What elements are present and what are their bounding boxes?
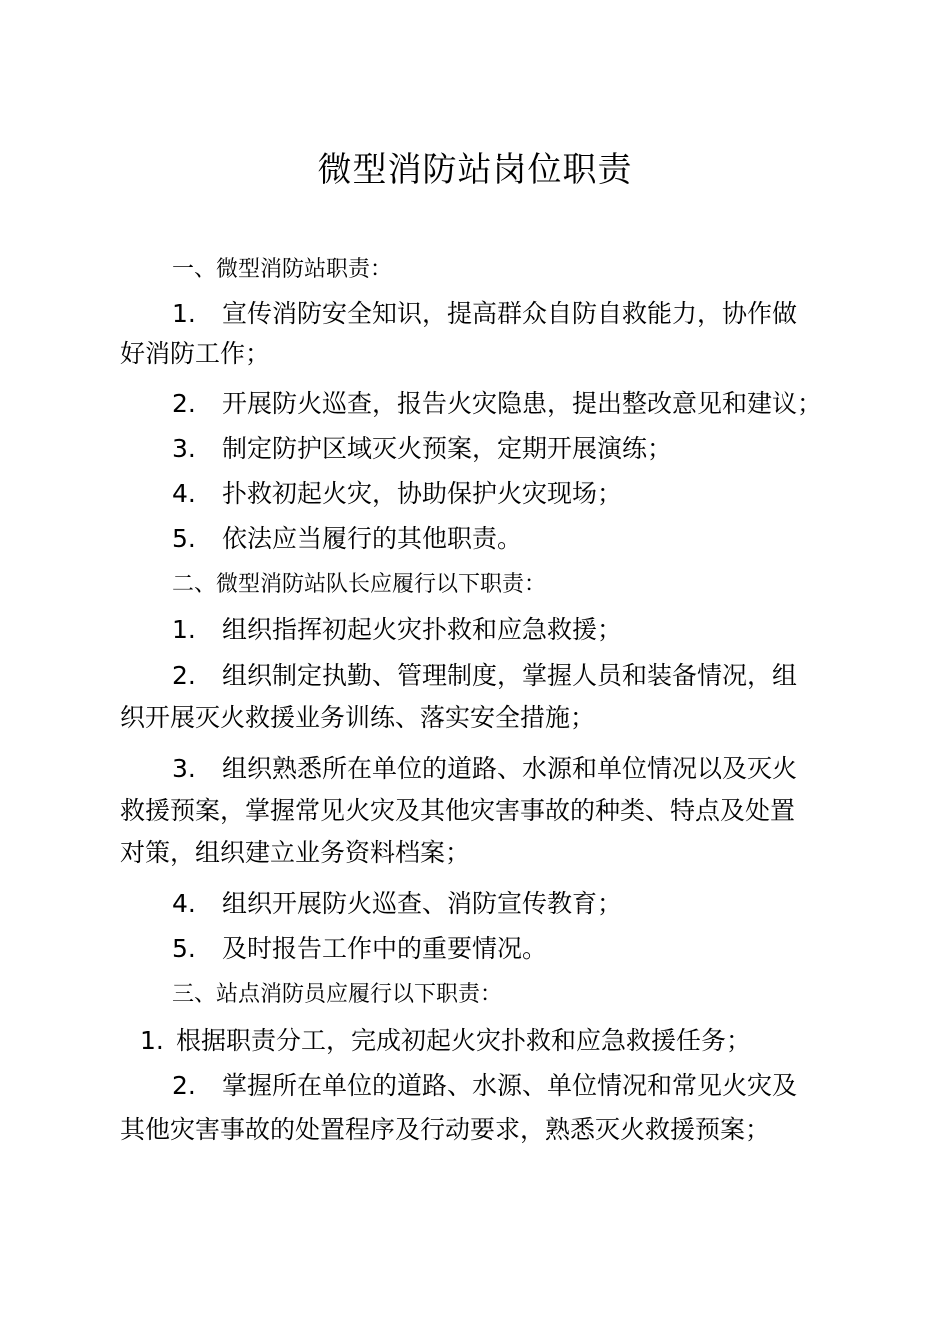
list-item (172, 476, 622, 512)
item-text-continuation: 织开展灭火救援业务训练、落实安全措施； (120, 703, 596, 732)
item-text-continuation: 好消防工作； (120, 339, 271, 368)
item-text-continuation: 其他灾害事故的处置程序及行动要求，熟悉灭火救援预案； (120, 1115, 771, 1144)
list-item (172, 386, 822, 422)
item-number: 2. (172, 1071, 196, 1100)
list-item (172, 1068, 797, 1104)
item-text: 掌握所在单位的道路、水源、单位情况和常见火灾及 (222, 1071, 798, 1100)
item-text: 依法应当履行的其他职责。 (222, 524, 523, 553)
item-text: 根据职责分工，完成初起火灾扑救和应急救援任务； (176, 1026, 752, 1055)
item-number: 4. (172, 479, 196, 508)
item-number: 2. (172, 389, 196, 418)
list-item (172, 886, 622, 922)
item-number: 1. (172, 299, 196, 328)
list-item (172, 751, 797, 787)
item-text: 开展防火巡查，报告火灾隐患，提出整改意见和建议； (222, 389, 823, 418)
item-text: 组织制定执勤、管理制度，掌握人员和装备情况，组 (222, 661, 798, 690)
item-number: 5. (172, 524, 196, 553)
item-number: 2. (172, 661, 196, 690)
section-heading-3: 三、站点消防员应履行以下职责： (172, 982, 503, 1007)
item-number: 5. (172, 934, 196, 963)
item-text: 宣传消防安全知识，提高群众自防自救能力，协作做 (222, 299, 798, 328)
item-number: 1. (172, 615, 196, 644)
item-text: 组织开展防火巡查、消防宣传教育； (222, 889, 623, 918)
item-text: 组织指挥初起火灾扑救和应急救援； (222, 615, 623, 644)
item-text-continuation: 救援预案，掌握常见火灾及其他灾害事故的种类、特点及处置 (120, 796, 796, 825)
list-item (172, 521, 522, 557)
item-text: 扑救初起火灾，协助保护火灾现场； (222, 479, 623, 508)
section-heading-1: 一、微型消防站职责： (172, 257, 393, 282)
list-item (172, 612, 622, 648)
item-number: 3. (172, 434, 196, 463)
list-item (172, 296, 797, 332)
section-heading-2: 二、微型消防站队长应履行以下职责： (172, 572, 547, 597)
document-title: 微型消防站岗位职责 (317, 150, 633, 190)
item-text: 组织熟悉所在单位的道路、水源和单位情况以及灭火 (222, 754, 798, 783)
list-item (172, 658, 797, 694)
item-number: 1. (140, 1026, 164, 1055)
item-number: 4. (172, 889, 196, 918)
item-text-continuation: 对策，组织建立业务资料档案； (120, 838, 471, 867)
list-item (172, 431, 672, 467)
list-item (140, 1023, 751, 1059)
item-number: 3. (172, 754, 196, 783)
item-text: 制定防护区域灭火预案，定期开展演练； (222, 434, 673, 463)
list-item (172, 931, 547, 967)
item-text: 及时报告工作中的重要情况。 (222, 934, 548, 963)
